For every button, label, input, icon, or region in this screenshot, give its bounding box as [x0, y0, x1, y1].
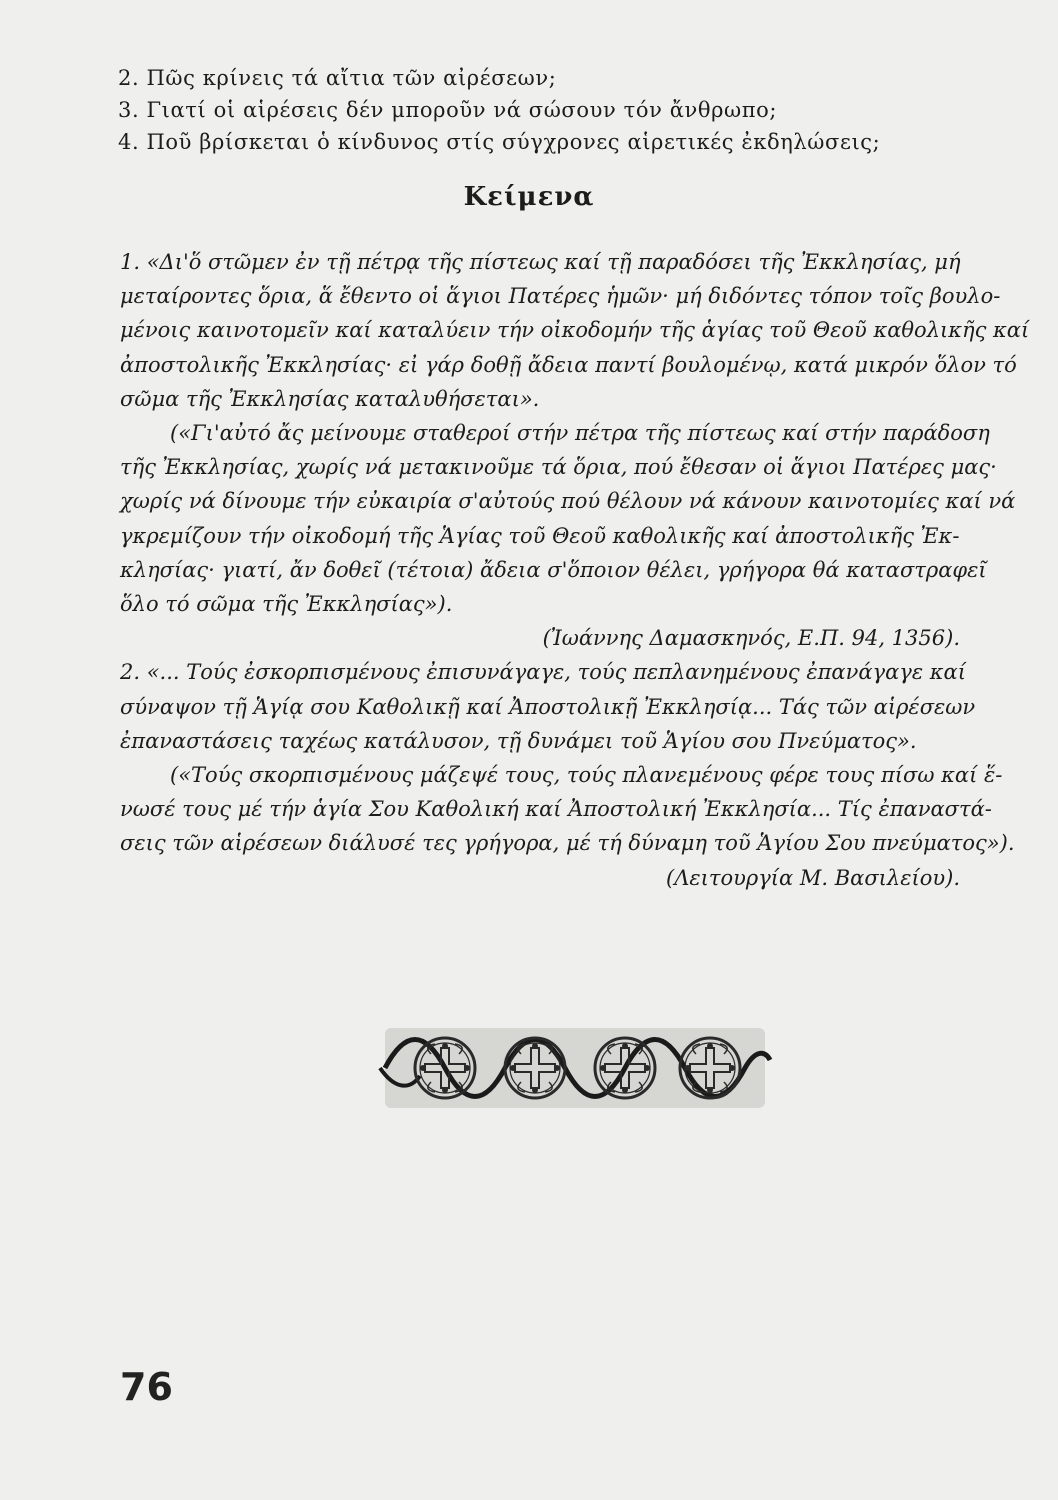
text-line: μεταίροντες ὅρια, ἅ ἔθεντο οἱ ἅγιοι Πατέρες ἡμῶν· μή διδόντες τόπον τοῖς βουλο- [120, 284, 1001, 309]
source-citation: (Ἰωάννης Δαμασκηνός, Ε.Π. 94, 1356). [542, 626, 960, 651]
text-line: 1. «Δι'ὅ στῶμεν ἐν τῇ πέτρᾳ τῆς πίστεως καί τῇ παραδόσει τῆς Ἐκκλησίας, μή [120, 250, 961, 274]
page-number: 76 [120, 1365, 173, 1409]
text-line: τῆς Ἐκκλησίας, χωρίς νά μετακινοῦμε τά ὅρια, πού ἔθεσαν οἱ ἅγιοι Πατέρες μας· [120, 455, 997, 480]
question-item: 4. Ποῦ βρίσκεται ὁ κίνδυνος στίς σύγχρονες αἱρετικές ἐκδηλώσεις; [118, 130, 881, 154]
text1-translation [120, 416, 1016, 621]
text1-original [120, 245, 1030, 416]
byzantine-cross-ornament-icon [365, 1020, 785, 1116]
text-line: («Γι'αὐτό ἄς μείνουμε σταθεροί στήν πέτρα τῆς πίστεως καί στήν παράδοση [170, 421, 990, 446]
text-line: σῶμα τῆς Ἐκκλησίας καταλυθήσεται». [120, 386, 540, 411]
question-item: 3. Γιατί οἱ αἱρέσεις δέν μποροῦν νά σώσουν τόν ἄνθρωπο; [118, 98, 778, 122]
text2-source [120, 861, 960, 895]
text1-source [120, 621, 960, 655]
text-line: γκρεμίζουν τήν οἰκοδομή τῆς Ἁγίας τοῦ Θεοῦ καθολικῆς καί ἀποστολικῆς Ἐκ- [120, 523, 960, 548]
text2-original [120, 655, 976, 758]
text-line: σεις τῶν αἱρέσεων διάλυσέ τες γρήγορα, μέ τή δύναμη τοῦ Ἁγίου Σου πνεύματος»). [120, 831, 1015, 856]
text-line: («Τούς σκορπισμένους μάζεψέ τους, τούς πλανεμένους φέρε τους πίσω καί ἕ- [170, 763, 1003, 788]
text-line: ἐπαναστάσεις ταχέως κατάλυσον, τῇ δυνάμει τοῦ Ἁγίου σου Πνεύματος». [120, 728, 917, 753]
source-citation: (Λειτουργία Μ. Βασιλείου). [666, 865, 960, 890]
question-item: 2. Πῶς κρίνεις τά αἴτια τῶν αἰρέσεων; [118, 66, 557, 90]
section-title: Κείμενα [463, 182, 595, 212]
texts-body [120, 245, 1030, 895]
text-line: σύναψον τῇ Ἁγίᾳ σου Καθολικῇ καί Ἀποστολικῇ Ἐκκλησίᾳ... Τάς τῶν αἱρέσεων [120, 694, 976, 719]
text-line: μένοις καινοτομεῖν καί καταλύειν τήν οἰκοδομήν τῆς ἁγίας τοῦ Θεοῦ καθολικῆς καί [120, 318, 1030, 343]
text-line: κλησίας· γιατί, ἄν δοθεῖ (τέτοια) ἄδεια σ'ὅποιον θέλει, γρήγορα θά καταστραφεῖ [120, 557, 987, 582]
text-line: ὅλο τό σῶμα τῆς Ἐκκλησίας»). [120, 592, 453, 617]
text-line: 2. «... Τούς ἐσκορπισμένους ἐπισυνάγαγε, τούς πεπλανημένους ἐπανάγαγε καί [120, 660, 966, 685]
question-list [118, 62, 938, 158]
text2-translation [120, 758, 1015, 861]
text-line: ἀποστολικῆς Ἐκκλησίας· εἰ γάρ δοθῇ ἄδεια παντί βουλομένῳ, κατά μικρόν ὅλον τό [120, 352, 1017, 377]
text-line: νωσέ τους μέ τήν ἁγία Σου Καθολική καί Ἀποστολική Ἐκκλησία... Τίς ἐπαναστά- [120, 797, 992, 822]
text-line: χωρίς νά δίνουμε τήν εὐκαιρία σ'αὐτούς πού θέλουν νά κάνουν καινοτομίες καί νά [120, 489, 1016, 514]
